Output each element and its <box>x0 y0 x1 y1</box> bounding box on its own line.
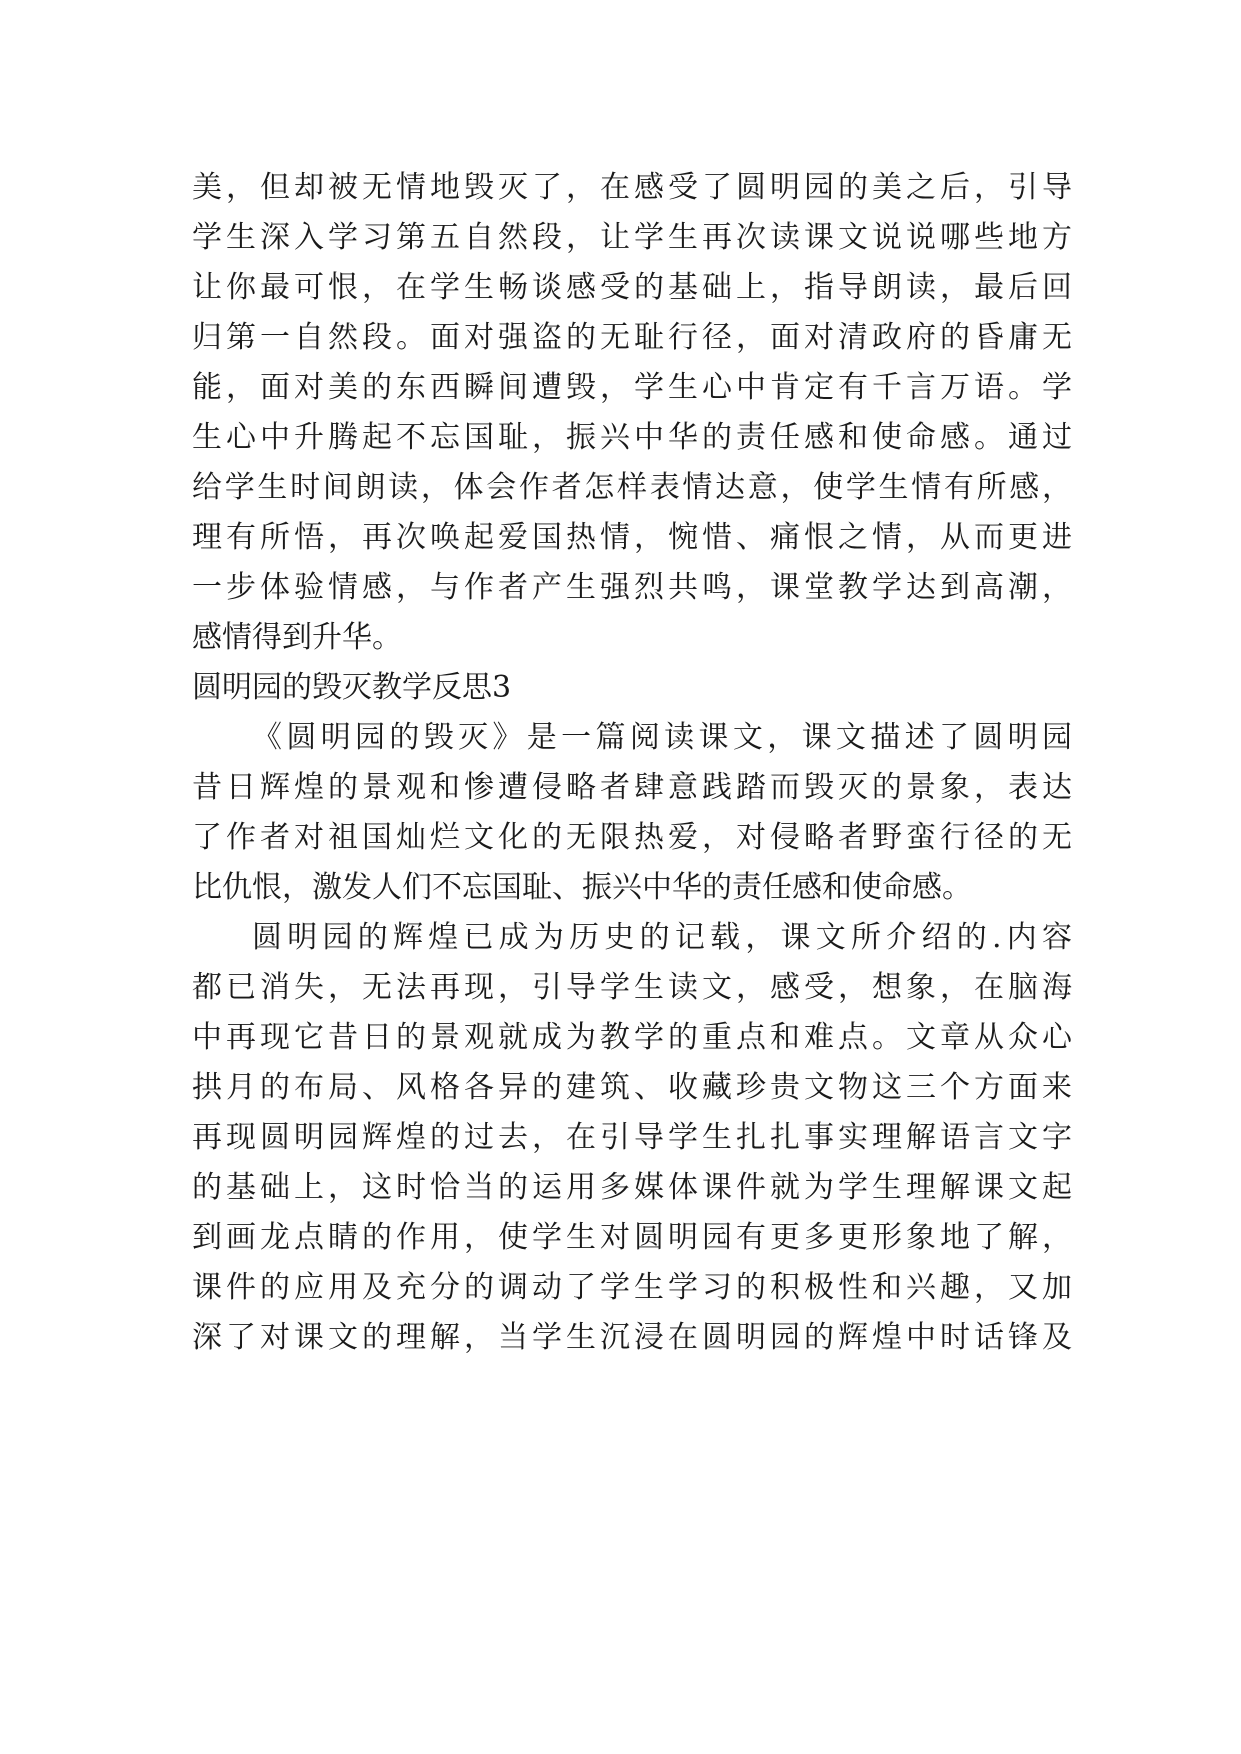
section-heading: 圆明园的毁灭教学反思3 <box>192 670 512 705</box>
paragraph-line: 能，面对美的东西瞬间遭毁，学生心中肯定有千言万语。学 <box>192 370 1072 405</box>
paragraph-line: 让你最可恨，在学生畅谈感受的基础上，指导朗读，最后回 <box>192 270 1072 305</box>
paragraph-line: 《圆明园的毁灭》是一篇阅读课文，课文描述了圆明园 <box>252 720 1072 755</box>
paragraph-line: 比仇恨，激发人们不忘国耻、振兴中华的责任感和使命感。 <box>192 870 972 905</box>
paragraph-line: 理有所悟，再次唤起爱国热情，惋惜、痛恨之情，从而更进 <box>192 520 1072 555</box>
paragraph-line: 拱月的布局、风格各异的建筑、收藏珍贵文物这三个方面来 <box>192 1070 1072 1105</box>
paragraph-line: 圆明园的辉煌已成为历史的记载，课文所介绍的.内容 <box>252 920 1072 955</box>
paragraph-line: 归第一自然段。面对强盗的无耻行径，面对清政府的昏庸无 <box>192 320 1072 355</box>
paragraph-line: 给学生时间朗读，体会作者怎样表情达意，使学生情有所感， <box>192 470 1072 505</box>
document-body <box>192 163 1072 1363</box>
paragraph-line: 学生深入学习第五自然段，让学生再次读课文说说哪些地方 <box>192 220 1072 255</box>
paragraph-line: 都已消失，无法再现，引导学生读文，感受，想象，在脑海 <box>192 970 1072 1005</box>
paragraph-line: 再现圆明园辉煌的过去，在引导学生扎扎事实理解语言文字 <box>192 1120 1072 1155</box>
paragraph-line: 美，但却被无情地毁灭了，在感受了圆明园的美之后，引导 <box>192 170 1072 205</box>
paragraph-line: 昔日辉煌的景观和惨遭侵略者肆意践踏而毁灭的景象，表达 <box>192 770 1072 805</box>
paragraph-line: 深了对课文的理解，当学生沉浸在圆明园的辉煌中时话锋及 <box>192 1320 1072 1355</box>
paragraph-line: 课件的应用及充分的调动了学生学习的积极性和兴趣，又加 <box>192 1270 1072 1305</box>
paragraph-line: 一步体验情感，与作者产生强烈共鸣，课堂教学达到高潮， <box>192 570 1072 605</box>
paragraph-line: 感情得到升华。 <box>192 620 402 655</box>
paragraph-line: 到画龙点睛的作用，使学生对圆明园有更多更形象地了解， <box>192 1220 1072 1255</box>
paragraph-line: 了作者对祖国灿烂文化的无限热爱，对侵略者野蛮行径的无 <box>192 820 1072 855</box>
paragraph-line: 中再现它昔日的景观就成为教学的重点和难点。文章从众心 <box>192 1020 1072 1055</box>
paragraph-line: 生心中升腾起不忘国耻，振兴中华的责任感和使命感。通过 <box>192 420 1072 455</box>
paragraph-line: 的基础上，这时恰当的运用多媒体课件就为学生理解课文起 <box>192 1170 1072 1205</box>
